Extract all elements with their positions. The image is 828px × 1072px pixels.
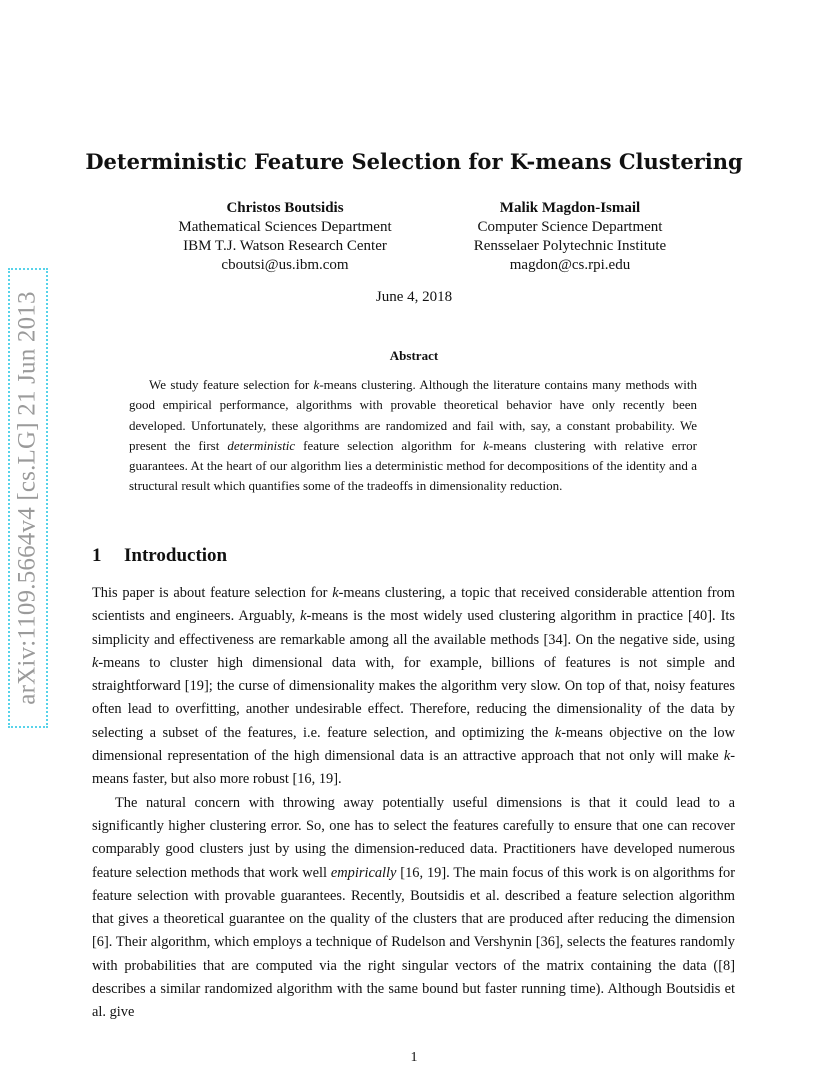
math-k: k (92, 654, 99, 671)
abstract-heading: Abstract (389, 348, 439, 363)
math-k: k (483, 437, 489, 453)
abstract-body (129, 375, 697, 497)
math-k: k (332, 585, 339, 601)
text-run: -means clustering, a topic that received considerable attention from scientists and engineers. Arguably, (92, 585, 735, 625)
math-k: k (313, 377, 320, 392)
paper-title: Deterministic Feature Selection for K-means Clustering (85, 149, 743, 174)
author-name: Christos Boutsidis (226, 200, 344, 216)
author-email: magdon@cs.rpi.edu (509, 257, 631, 273)
author-name: Malik Magdon-Ismail (499, 200, 641, 216)
text-run: -means clustering. Although the literature contains many methods with good empirical performance, algorithms with provable theoretical behavior have only recently been developed. Unfortunately, these algorithms are randomized and fail with, say, a constant probability. We present the first (129, 377, 697, 453)
author-email: cboutsi@us.ibm.com (221, 257, 349, 273)
text-run: -means objective on the low dimensional representation of the high dimensional data is an attractive approach that not only will make (92, 724, 735, 765)
emphasis: empirically (330, 864, 397, 881)
math-k: k (554, 724, 562, 741)
author-affiliation: Computer Science Department (477, 219, 663, 235)
text-run: -means faster, but also more robust [16, 19]. (92, 748, 735, 788)
math-k: k (723, 748, 731, 765)
emphasis: deterministic (227, 437, 296, 453)
arxiv-stamp (8, 268, 48, 728)
body-paragraph-2 (92, 792, 735, 1025)
author-block-1 (140, 199, 430, 275)
author-affiliation: Mathematical Sciences Department (178, 219, 392, 235)
page-number: 1 (410, 1050, 418, 1065)
arxiv-stamp-text: arXiv:1109.5664v4 [cs.LG] 21 Jun 2013 (14, 291, 41, 705)
paper-date: June 4, 2018 (375, 289, 453, 305)
text-run: [16, 19]. The main focus of this work is on algorithms for feature selection with provable guarantees. Recently, Boutsidis et al. described a feature selection algorithm that gives a theoretical guarantee on the quality of the clusters that are produced after reducing the dimension [6]. Their algorithm, which employs a technique of Rudelson and Vershynin [36], selects the features randomly with probabilities that are computed via the right singular vectors of the matrix containing the data ([8] describes a similar randomized algorithm with the same bound but faster running time). Although Boutsidis et al. give (92, 864, 735, 1021)
section-heading (92, 545, 227, 567)
body-text (92, 582, 735, 1025)
author-institution: Rensselaer Polytechnic Institute (473, 238, 667, 254)
section-title: Introduction (124, 545, 228, 566)
text-run: The natural concern with throwing away potentially useful dimensions is that it could lead to a significantly higher clustering error. So, one has to select the features carefully to ensure that one can recover comparably good clusters just by using the dimension-reduced data. Practitioners have developed numerous feature selection methods that work well (92, 794, 735, 881)
section-number: 1 (92, 545, 102, 566)
author-block-2 (420, 199, 720, 275)
body-paragraph-1 (92, 582, 735, 792)
text-run: feature selection algorithm for (295, 437, 484, 453)
text-run: -means clustering with relative error guarantees. At the heart of our algorithm lies a deterministic method for decompositions of the identity and a structural result which quantifies some of the tradeoffs in dimensionality reduction. (129, 437, 697, 494)
math-k: k (300, 608, 307, 625)
text-run: -means is the most widely used clustering algorithm in practice [40]. Its simplicity and effectiveness are remarkable among all the available methods [34]. On the negative side, using (92, 608, 735, 648)
text-run: We study feature selection for (149, 377, 314, 392)
text-run: This paper is about feature selection for (92, 585, 333, 601)
author-institution: IBM T.J. Watson Research Center (183, 238, 387, 254)
text-run: -means to cluster high dimensional data with, for example, billions of features is not simple and straightforward [19]; the curse of dimensionality makes the algorithm very slow. On top of that, noisy features often lead to overfitting, another undesirable effect. Therefore, reducing the dimensionality of the data by selecting a subset of the features, i.e. feature selection, and optimizing the (92, 654, 735, 741)
abstract-paragraph (129, 375, 697, 497)
